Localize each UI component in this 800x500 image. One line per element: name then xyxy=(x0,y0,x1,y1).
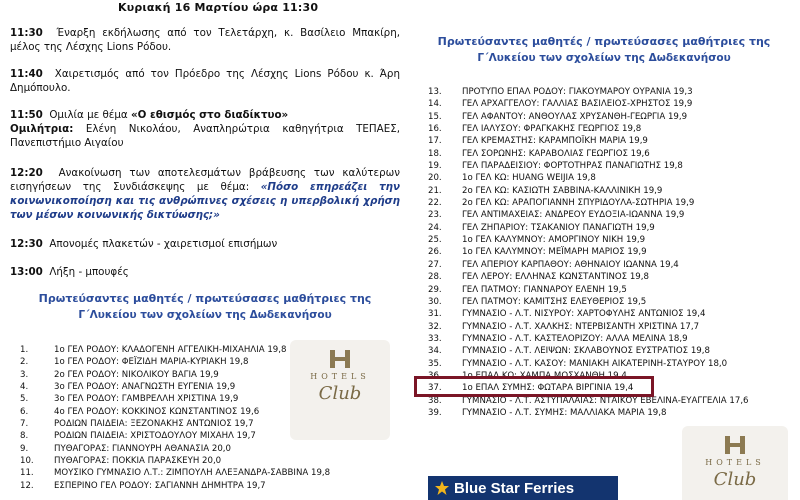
list-item-text: 1ο ΕΠΑΛ ΚΩ: ΧΑΜΠΑ ΜΟΣΧΑΝΘΗ 19,4 xyxy=(462,370,627,381)
list-item xyxy=(20,455,330,467)
list-item-text: 3ο ΓΕΛ ΡΟΔΟΥ: ΓΑΜΒΡΕΛΛΗ ΧΡΙΣΤΙΝΑ 19,9 xyxy=(54,394,239,405)
list-item-number: 9. xyxy=(20,443,29,454)
sponsor-name: Blue Star Ferries xyxy=(454,479,575,497)
list-item-number: 36. xyxy=(428,370,442,381)
list-item-number: 7. xyxy=(20,419,29,430)
program-item xyxy=(10,166,400,222)
list-item xyxy=(428,284,749,296)
right-column xyxy=(408,0,800,500)
list-item-text: 1ο ΓΕΛ ΡΟΔΟΥ: ΚΛΑΔΟΓΕΝΗ ΑΓΓΕΛΙΚΗ-ΜΙΧΑΗΛΙΑ 19,8 xyxy=(54,345,287,355)
list-item-text: ΓΕΛ ΑΠΕΡΙΟΥ ΚΑΡΠΑΘΟΥ: ΑΘΗΝΑΙΟΥ ΙΩΑΝΝΑ 19,4 xyxy=(462,259,679,270)
list-item-number: 4. xyxy=(20,382,29,393)
list-item-text: ΜΟΥΣΙΚΟ ΓΥΜΝΑΣΙΟ Λ.Τ.: ΖΙΜΠΟΥΛΗ ΑΛΕΞΑΝΔΡΑ-ΣΑΒΒΙΝΑ 19,8 xyxy=(54,468,331,479)
logo-club: Club xyxy=(713,469,757,490)
list-item-text: ΡΟΔΙΩΝ ΠΑΙΔΕΙΑ: ΧΡΙΣΤΟΔΟΥΛΟΥ ΜΙΧΑΗΛ 19,7 xyxy=(54,431,256,442)
list-item-number: 34. xyxy=(428,346,442,357)
list-item-number: 20. xyxy=(428,173,442,184)
program-item xyxy=(10,108,400,150)
program-text: Χαιρετισμός από τον Πρόεδρο της Λέσχης Lions Ρόδου κ. Άρη Δημόπουλο. xyxy=(10,68,400,94)
list-item-text: ΓΥΜΝΑΣΙΟ - Λ.Τ. ΧΑΛΚΗΣ: ΝΤΕΡΒΙΣΑΝΤΗ ΧΡΙΣΤΙΝΑ 17,7 xyxy=(462,321,700,332)
program-item xyxy=(10,67,400,95)
program-text: Λήξη - μπουφές xyxy=(49,266,129,278)
list-item xyxy=(20,369,330,381)
program-item xyxy=(10,26,400,54)
list-item xyxy=(20,381,330,393)
list-item-text: 1ο ΕΠΑΛ ΣΥΜΗΣ: ΦΩΤΑΡΑ ΒΙΡΓΙΝΙΑ 19,4 xyxy=(462,383,634,394)
program-topic: «Πόσο επηρεάζει την κοινωνικοποίηση και τις ανθρώπινες σχέσεις η υπερβολική χρήση των μέσων κοινωνικής δικτύωσης;» xyxy=(10,181,400,221)
list-item-number: 16. xyxy=(428,124,442,135)
list-item-text: ΓΕΛ ΙΑΛΥΣΟΥ: ΦΡΑΓΚΑΚΗΣ ΓΕΩΡΓΙΟΣ 19,8 xyxy=(462,124,642,135)
list-item-text: ΓΕΛ ΣΟΡΩΝΗΣ: ΚΑΡΑΒΟΛΙΑΣ ΓΕΩΡΓΙΟΣ 19,6 xyxy=(462,148,650,159)
program-item xyxy=(10,265,400,279)
program-time: 11:40 xyxy=(10,68,43,80)
list-item-text: ΠΥΘΑΓΟΡΑΣ: ΠΟΚΚΙΑ ΠΑΡΑΣΚΕΥΗ 20,0 xyxy=(54,456,222,467)
star-icon xyxy=(434,480,450,496)
list-item-number: 22. xyxy=(428,198,442,209)
section-heading xyxy=(408,33,800,67)
list-item-text: ΓΥΜΝΑΣΙΟ - Λ.Τ. ΣΥΜΗΣ: ΜΑΛΛΙΑΚΑ ΜΑΡΙΑ 19,8 xyxy=(462,407,667,418)
list-item xyxy=(428,111,749,123)
list-item-number: 21. xyxy=(428,185,442,196)
list-item-text: ΓΥΜΝΑΣΙΟ - Λ.Τ. ΛΕΙΨΩΝ: ΣΚΛΑΒΟΥΝΟΣ ΕΥΣΤΡΑΤΙΟΣ 19,8 xyxy=(462,346,710,357)
list-item xyxy=(428,123,749,135)
program-time: 11:50 xyxy=(10,109,43,121)
list-item-text: ΓΕΛ ΑΦΑΝΤΟΥ: ΑΝΘΟΥΛΑΣ ΧΡΥΣΑΝΘΗ-ΓΕΩΡΓΙΑ 19,9 xyxy=(462,111,688,122)
section-heading xyxy=(10,290,400,324)
list-item xyxy=(428,86,749,98)
list-item-number: 33. xyxy=(428,333,442,344)
list-item-text: 2ο ΓΕΛ ΚΩ: ΑΡΑΠΟΓΙΑΝΝΗ ΣΠΥΡΙΔΟΥΛΑ-ΣΩΤΗΡΙΑ 19,9 xyxy=(462,198,695,209)
list-item xyxy=(20,356,330,368)
list-item xyxy=(428,234,749,246)
list-item xyxy=(20,480,330,492)
program-item xyxy=(10,237,400,251)
list-item-number: 25. xyxy=(428,235,442,246)
list-item-number: 5. xyxy=(20,394,29,405)
list-item-number: 2. xyxy=(20,357,29,368)
list-item-text: ΓΕΛ ΑΡΧΑΓΓΕΛΟΥ: ΓΑΛΛΙΑΣ ΒΑΣΙΛΕΙΟΣ-ΧΡΗΣΤΟΣ 19,9 xyxy=(462,99,693,110)
list-item xyxy=(428,135,749,147)
list-item-number: 14. xyxy=(428,99,442,110)
heading-line-2: Γ΄Λυκείου των σχολείων της Δωδεκανήσου xyxy=(78,309,332,321)
list-item-number: 10. xyxy=(20,456,34,467)
program-text: Έναρξη εκδήλωσης από τον Τελετάρχη, κ. Βασίλειο Μπακίρη, μέλος της Λέσχης Lions Ρόδου. xyxy=(10,27,401,53)
list-item xyxy=(428,222,749,234)
blue-star-ferries-logo xyxy=(428,476,618,500)
list-item-number: 13. xyxy=(428,87,442,97)
list-item xyxy=(428,185,749,197)
hotels-club-logo xyxy=(290,340,390,440)
list-item-text: ΓΕΛ ΠΑΤΜΟΥ: ΚΑΜΙΤΣΗΣ ΕΛΕΥΘΕΡΙΟΣ 19,5 xyxy=(462,296,647,307)
list-item-text: 2ο ΓΕΛ ΡΟΔΟΥ: ΝΙΚΟΛΙΚΟΥ ΒΑΓΙΑ 19,9 xyxy=(54,369,219,380)
list-item-text: ΠΡΟΤΥΠΟ ΕΠΑΛ ΡΟΔΟΥ: ΓΙΑΚΟΥΜΑΡΟΥ ΟΥΡΑΝΙΑ 19,3 xyxy=(462,87,693,97)
list-item-number: 24. xyxy=(428,222,442,233)
list-item-number: 6. xyxy=(20,406,29,417)
hotels-club-logo xyxy=(682,426,788,500)
list-item xyxy=(20,443,330,455)
heading-line-2: Γ΄Λυκείου των σχολείων της Δωδεκανήσου xyxy=(477,52,731,64)
list-item-number: 29. xyxy=(428,284,442,295)
list-item-number: 11. xyxy=(20,468,34,479)
list-item xyxy=(428,321,749,333)
list-item xyxy=(428,296,749,308)
logo-word: HOTELS xyxy=(705,458,765,467)
list-item-number: 19. xyxy=(428,161,442,172)
logo-club: Club xyxy=(318,383,362,404)
list-item xyxy=(428,98,749,110)
list-item-number: 39. xyxy=(428,407,442,418)
list-item-number: 28. xyxy=(428,272,442,283)
list-item-text: ΕΣΠΕΡΙΝΟ ΓΕΛ ΡΟΔΟΥ: ΣΑΓΙΑΝΝΗ ΔΗΜΗΤΡΑ 19,7 xyxy=(54,480,266,491)
list-item-number: 17. xyxy=(428,136,442,147)
list-item xyxy=(428,271,749,283)
list-item xyxy=(20,406,330,418)
list-item xyxy=(20,467,330,479)
program-time: 11:30 xyxy=(10,27,43,39)
program-talk-title: «Ο εθισμός στο διαδίκτυο» xyxy=(130,109,289,121)
list-item-number: 27. xyxy=(428,259,442,270)
winners-list-right xyxy=(428,86,749,419)
heading-line-1: Πρωτεύσαντες μαθητές / πρωτεύσασες μαθήτριες της xyxy=(437,35,771,48)
hotels-club-mark-icon xyxy=(723,434,747,456)
list-item-number: 35. xyxy=(428,358,442,369)
list-item xyxy=(20,344,330,356)
list-item-text: ΓΕΛ ΚΡΕΜΑΣΤΗΣ: ΚΑΡΑΜΠΟΪΚΗ ΜΑΡΙΑ 19,9 xyxy=(462,136,648,147)
list-item-text: 1ο ΓΕΛ ΚΩ: HUANG WEIJIA 19,8 xyxy=(462,173,596,184)
list-item xyxy=(428,148,749,160)
list-item-number: 37. xyxy=(428,383,442,394)
list-item-text: ΓΥΜΝΑΣΙΟ - Λ.Τ. ΚΑΣΤΕΛΟΡΙΖΟΥ: ΑΛΛΑ ΜΕΛΙΝΑ 18,9 xyxy=(462,333,688,344)
list-item xyxy=(428,197,749,209)
list-item-text: ΓΕΛ ΠΑΡΑΔΕΙΣΙΟΥ: ΦΟΡΤΟΤΗΡΑΣ ΠΑΝΑΓΙΩΤΗΣ 19,8 xyxy=(462,161,683,172)
program-text: Απονομές πλακετών - χαιρετισμοί επισήμων xyxy=(49,238,278,250)
list-item-text: ΓΕΛ ΠΑΤΜΟΥ: ΓΙΑΝΝΑΡΟΥ ΕΛΕΝΗ 19,5 xyxy=(462,284,627,295)
list-item-text: ΓΕΛ ΛΕΡΟΥ: ΕΛΛΗΝΑΣ ΚΩΝΣΤΑΝΤΙΝΟΣ 19,8 xyxy=(462,272,649,283)
list-item xyxy=(428,160,749,172)
list-item-text: ΓΕΛ ΑΝΤΙΜΑΧΕΙΑΣ: ΑΝΔΡΕΟΥ ΕΥΔΟΞΙΑ-ΙΩΑΝΝΑ 19,9 xyxy=(462,210,685,221)
date-line: Κυριακή 16 Μαρτίου ώρα 11:30 xyxy=(118,1,319,14)
list-item-number: 12. xyxy=(20,480,34,491)
list-item-text: ΠΥΘΑΓΟΡΑΣ: ΓΙΑΝΝΟΥΡΗ ΑΘΑΝΑΣΙΑ 20,0 xyxy=(54,443,232,454)
list-item xyxy=(428,308,749,320)
speaker-label: Ομιλήτρια: xyxy=(10,123,74,135)
list-item xyxy=(428,345,749,357)
list-item xyxy=(428,259,749,271)
list-item-number: 1. xyxy=(20,345,29,355)
list-item xyxy=(428,358,749,370)
list-item xyxy=(428,209,749,221)
program-time: 13:00 xyxy=(10,266,43,278)
program-time: 12:30 xyxy=(10,238,43,250)
list-item-number: 18. xyxy=(428,148,442,159)
logo-word: HOTELS xyxy=(310,372,370,381)
list-item-number: 3. xyxy=(20,369,29,380)
list-item xyxy=(20,430,330,442)
list-item xyxy=(428,333,749,345)
program-text: Ανακοίνωση των αποτελεσμάτων βράβευσης των καλύτερων εισηγήσεων της Συνδιάσκεψης με θέμα: xyxy=(10,167,400,193)
list-item xyxy=(428,246,749,258)
list-item-text: ΡΟΔΙΩΝ ΠΑΙΔΕΙΑ: ΞΕΖΟΝΑΚΗΣ ΑΝΤΩΝΙΟΣ 19,7 xyxy=(54,419,254,430)
list-item-number: 30. xyxy=(428,296,442,307)
list-item-text: ΓΥΜΝΑΣΙΟ - Λ.Τ. ΚΑΣΟΥ: ΜΑΝΙΑΚΗ ΑΙΚΑΤΕΡΙΝΗ-ΣΤΑΥΡΟΥ 18,0 xyxy=(462,358,728,369)
list-item-text: 1ο ΓΕΛ ΡΟΔΟΥ: ΦΕΪΖΙΔΗ ΜΑΡΙΑ-ΚΥΡΙΑΚΗ 19,8 xyxy=(54,357,249,368)
list-item xyxy=(428,407,749,419)
winners-list-left xyxy=(20,344,330,492)
list-item xyxy=(20,418,330,430)
list-item-number: 23. xyxy=(428,210,442,221)
list-item-text: 1ο ΓΕΛ ΚΑΛΥΜΝΟΥ: ΑΜΟΡΓΙΝΟΥ ΝΙΚΗ 19,9 xyxy=(462,235,646,246)
list-item-number: 32. xyxy=(428,321,442,332)
list-item-text: 4ο ΓΕΛ ΡΟΔΟΥ: ΚΟΚΚΙΝΟΣ ΚΩΝΣΤΑΝΤΙΝΟΣ 19,6 xyxy=(54,406,260,417)
program-time: 12:20 xyxy=(10,167,43,179)
list-item xyxy=(428,172,749,184)
list-item-number: 15. xyxy=(428,111,442,122)
list-item-text: ΓΥΜΝΑΣΙΟ - Λ.Τ. ΑΣΤΥΠΑΛΑΙΑΣ: ΝΤΑΪΚΟΥ ΕΒΕΛΙΝΑ-ΕΥΑΓΓΕΛΙΑ 17,6 xyxy=(462,395,749,406)
list-item-text: ΓΕΛ ΖΗΠΑΡΙΟΥ: ΤΣΑΚΑΝΙΟΥ ΠΑΝΑΓΙΩΤΗ 19,9 xyxy=(462,222,655,233)
program-text: Ομιλία με θέμα xyxy=(49,109,131,121)
list-item-number: 8. xyxy=(20,431,29,442)
list-item-text: 2ο ΓΕΛ ΚΩ: ΚΑΣΙΩΤΗ ΣΑΒΒΙΝΑ-ΚΑΛΛΙΝΙΚΗ 19,9 xyxy=(462,185,663,196)
list-item-number: 26. xyxy=(428,247,442,258)
list-item-text: ΓΥΜΝΑΣΙΟ - Λ.Τ. ΝΙΣΥΡΟΥ: ΧΑΡΤΟΦΥΛΗΣ ΑΝΤΩΝΙΟΣ 19,4 xyxy=(462,309,706,320)
highlight-box xyxy=(414,376,654,397)
list-item-text: 3ο ΓΕΛ ΡΟΔΟΥ: ΑΝΑΓΝΩΣΤΗ ΕΥΓΕΝΙΑ 19,9 xyxy=(54,382,236,393)
list-item-number: 38. xyxy=(428,395,442,406)
heading-line-1: Πρωτεύσαντες μαθητές / πρωτεύσασες μαθήτριες της xyxy=(38,292,372,305)
speaker: Ελένη Νικολάου, Αναπληρώτρια καθηγήτρια ΤΕΠΑΕΣ, Πανεπιστήμιο Αιγαίου xyxy=(10,123,400,149)
list-item-text: 1ο ΓΕΛ ΚΑΛΥΜΝΟΥ: ΜΕΪΜΑΡΗ ΜΑΡΙΟΣ 19,9 xyxy=(462,247,647,258)
list-item-number: 31. xyxy=(428,309,442,320)
list-item xyxy=(20,393,330,405)
hotels-club-mark-icon xyxy=(328,348,352,370)
